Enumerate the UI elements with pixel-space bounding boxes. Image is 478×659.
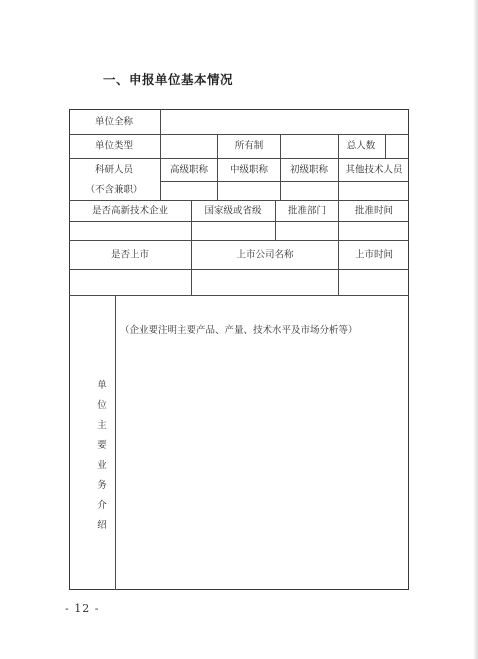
column-divider	[275, 200, 276, 240]
row-divider	[69, 158, 409, 159]
unit-type-label: 单位类型	[94, 140, 134, 152]
junior-title-label: 初级职称	[289, 164, 329, 176]
column-divider	[160, 109, 161, 200]
business-label-char: 单	[97, 380, 107, 391]
page-number: - 12 -	[65, 602, 100, 615]
row-divider	[69, 134, 409, 135]
ownership-label: 所有制	[234, 140, 264, 152]
row-divider	[69, 269, 409, 270]
column-divider	[217, 134, 218, 200]
column-divider	[280, 134, 281, 200]
business-label-char: 位	[97, 400, 107, 411]
business-label-char: 要	[97, 440, 107, 451]
row-divider	[69, 221, 409, 222]
business-label-char: 绍	[97, 520, 107, 531]
row-divider	[69, 295, 409, 296]
listed-label: 是否上市	[110, 249, 150, 261]
mid-title-label: 中级职称	[229, 164, 269, 176]
business-introduction-note: （企业要注明主要产品、产量、技术水平及市场分析等）	[120, 325, 358, 336]
unit-name-label: 单位全称	[94, 116, 134, 128]
section-title: 一、申报单位基本情况	[103, 72, 234, 87]
row-divider	[69, 240, 409, 241]
high-tech-enterprise-label: 是否高新技术企业	[91, 205, 169, 217]
business-label-char: 主	[97, 420, 107, 431]
national-or-provincial-label: 国家级或省级	[204, 205, 262, 217]
row-divider	[160, 181, 409, 182]
researchers-label: 科研人员	[94, 164, 134, 176]
business-label-char: 介	[97, 500, 107, 511]
listed-company-name-label: 上市公司名称	[236, 249, 294, 261]
other-tech-staff-label: 其他技术人员	[345, 164, 403, 176]
column-divider	[338, 134, 339, 200]
business-introduction-label	[95, 376, 109, 536]
business-label-char: 业	[97, 460, 107, 471]
senior-title-label: 高级职称	[169, 164, 209, 176]
approval-time-label: 批准时间	[354, 205, 394, 217]
column-divider	[191, 200, 192, 295]
column-divider	[115, 295, 116, 590]
page-edge	[474, 0, 478, 659]
listing-time-label: 上市时间	[354, 249, 394, 261]
row-divider	[69, 200, 409, 201]
approving-department-label: 批准部门	[287, 205, 327, 217]
business-label-char: 务	[97, 480, 107, 491]
column-divider	[338, 200, 339, 295]
column-divider	[385, 134, 386, 158]
total-people-label: 总人数	[346, 140, 376, 152]
researchers-note-label: （不含兼职）	[85, 184, 143, 196]
